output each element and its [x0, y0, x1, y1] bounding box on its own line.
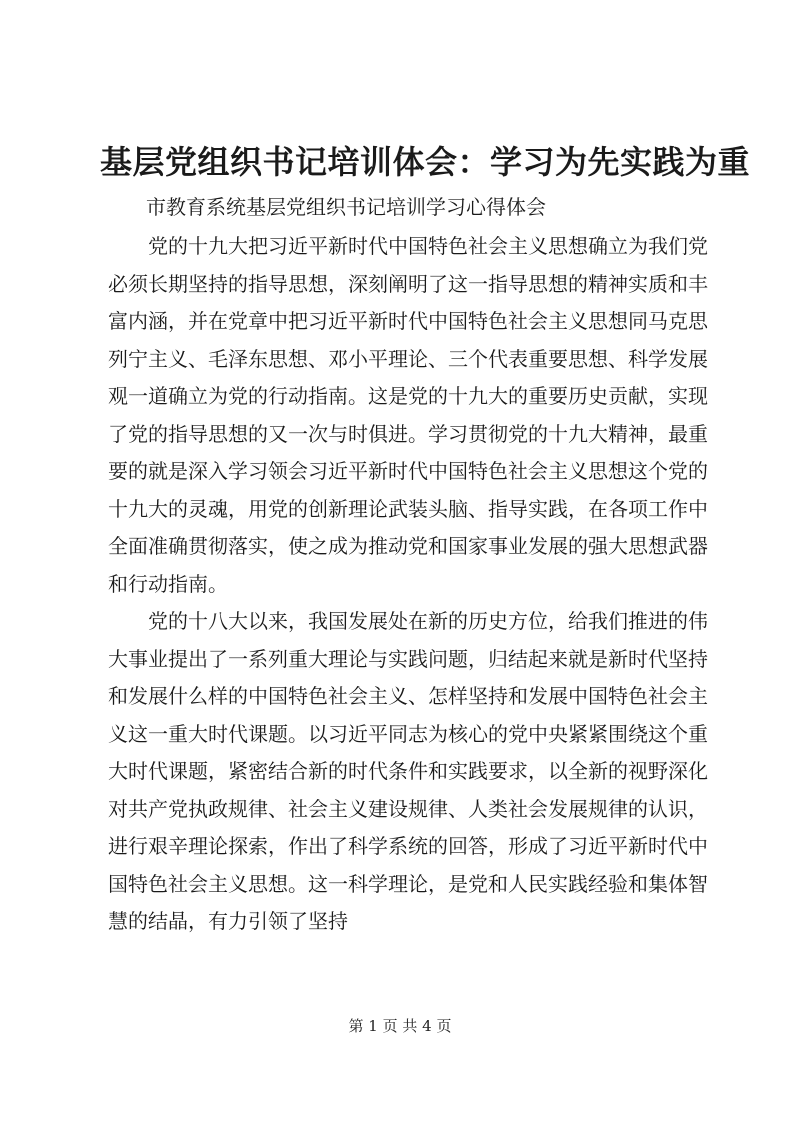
document-subtitle: 市教育系统基层党组织书记培训学习心得体会	[146, 195, 546, 219]
page-number-footer: 第 1 页 共 4 页	[348, 1017, 452, 1035]
body-paragraph-1: 党的十九大把习近平新时代中国特色社会主义思想确立为我们党必须长期坚持的指导思想，深刻阐明了这一指导思想的精神实质和丰富内涵，并在党章中把习近平新时代中国特色社会主义思想同马克思列宁主义、毛泽东思想、邓小平理论、三个代表重要思想、科学发展观一道确立为党的行动指南。这是党的十九大的重要历史贡献，实现了党的指导思想的又一次与时俱进。学习贯彻党的十九大精神，最重要的就是深入学习领会习近平新时代中国特色社会主义思想这个党的十九大的灵魂，用党的创新理论武装头脑、指导实践，在各项工作中全面准确贯彻落实，使之成为推动党和国家事业发展的强大思想武器和行动指南。	[108, 234, 708, 596]
document-title: 基层党组织书记培训体会：学习为先实践为重	[100, 143, 751, 181]
document-body	[108, 228, 708, 941]
body-paragraph-2: 党的十八大以来，我国发展处在新的历史方位，给我们推进的伟大事业提出了一系列重大理论与实践问题，归结起来就是新时代坚持和发展什么样的中国特色社会主义、怎样坚持和发展中国特色社会主义这一重大时代课题。以习近平同志为核心的党中央紧紧围绕这个重大时代课题，紧密结合新的时代条件和实践要求，以全新的视野深化对共产党执政规律、社会主义建设规律、人类社会发展规律的认识，进行艰辛理论探索，作出了科学系统的回答，形成了习近平新时代中国特色社会主义思想。这一科学理论，是党和人民实践经验和集体智慧的结晶，有力引领了坚持	[108, 609, 708, 933]
